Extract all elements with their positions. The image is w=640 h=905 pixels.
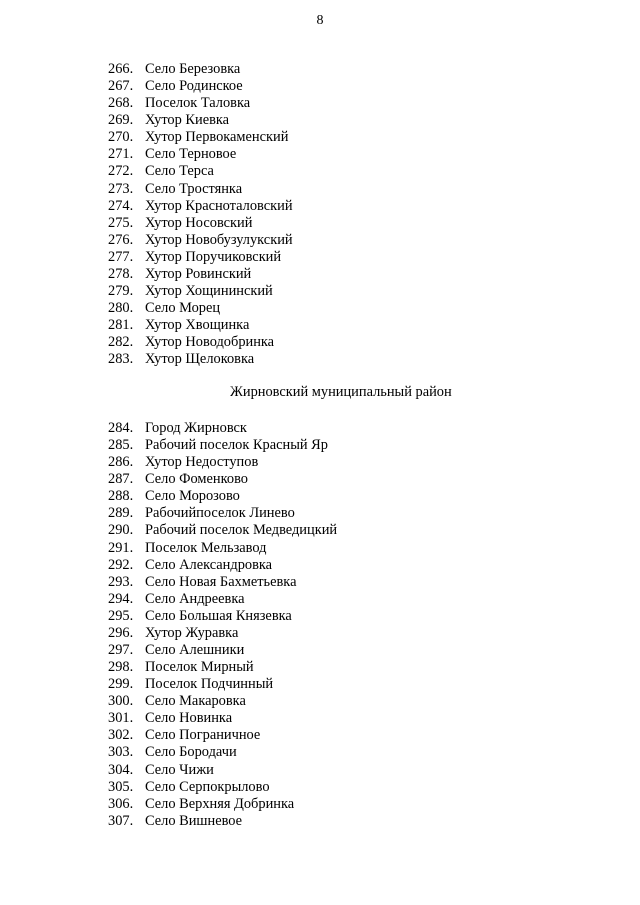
page-number: 8 [316,13,324,28]
item-number: 272. [108,163,134,180]
list-item [108,266,293,283]
list-item [108,420,337,437]
item-name: Село Пограничное [145,727,261,744]
item-name: Село Березовка [145,61,241,77]
item-name: Село Родинское [145,78,243,95]
item-number: 289. [108,505,134,522]
item-number: 268. [108,95,134,112]
list-item [108,215,293,232]
item-name: Хутор Красноталовский [145,197,293,214]
item-name: Село Морозово [145,488,240,505]
item-number: 297. [108,642,134,659]
item-number: 284. [108,420,134,436]
item-name: Хутор Хощининский [145,283,273,300]
item-name: Поселок Мельзавод [145,539,267,556]
item-number: 304. [108,761,134,778]
item-name: Хутор Журавка [145,624,239,641]
list-item [108,112,293,129]
item-name: Поселок Подчинный [145,676,274,693]
list-item [108,249,293,266]
item-number: 306. [108,795,134,812]
item-number: 282. [108,334,134,351]
list-item [108,61,293,78]
settlement-list-2 [108,420,337,830]
item-number: 280. [108,300,134,317]
item-number: 287. [108,471,134,488]
item-name: Село Александровка [145,556,273,573]
item-name: Хутор Носовский [145,214,253,231]
item-name: Село Чижи [145,761,214,778]
list-item [108,574,337,591]
item-number: 292. [108,556,134,573]
item-number: 273. [108,180,134,197]
list-item [108,693,337,710]
list-item [108,522,337,539]
list-item [108,779,337,796]
list-item [108,796,337,813]
item-number: 283. [108,351,134,368]
item-name: Село Андреевка [145,590,245,607]
item-name: Село Новинка [145,710,233,727]
list-item [108,557,337,574]
list-item [108,676,337,693]
item-name: Хутор Поручиковский [145,248,282,265]
item-number: 302. [108,727,134,744]
list-item [108,95,293,112]
list-item [108,437,337,454]
item-number: 286. [108,454,134,471]
item-number: 305. [108,778,134,795]
item-name: Село Верхняя Добринка [145,795,295,812]
item-number: 299. [108,676,134,693]
item-number: 277. [108,248,134,265]
item-number: 290. [108,522,134,539]
item-name: Рабочий поселок Красный Яр [145,437,328,454]
item-number: 275. [108,214,134,231]
item-number: 294. [108,590,134,607]
item-number: 293. [108,573,134,590]
item-number: 266. [108,61,134,77]
item-name: Село Бородачи [145,744,237,761]
item-name: Село Фоменково [145,471,248,488]
item-number: 274. [108,197,134,214]
item-name: Село Серпокрылово [145,778,270,795]
item-name: Рабочий поселок Медведицкий [145,522,338,539]
item-number: 271. [108,146,134,163]
list-item [108,146,293,163]
list-item [108,744,337,761]
item-name: Село Терса [145,163,214,180]
item-number: 276. [108,231,134,248]
item-number: 285. [108,437,134,454]
item-number: 279. [108,283,134,300]
item-name: Село Большая Князевка [145,607,292,624]
list-item [108,727,337,744]
item-name: Хутор Новодобринка [145,334,275,351]
list-item [108,283,293,300]
list-item [108,540,337,557]
item-number: 303. [108,744,134,761]
item-name: Город Жирновск [145,420,247,436]
item-name: Хутор Ровинский [145,265,252,282]
list-item [108,454,337,471]
item-name: Село Новая Бахметьевка [145,573,297,590]
item-number: 281. [108,317,134,334]
item-number: 288. [108,488,134,505]
item-name: Село Морец [145,300,221,317]
list-item [108,762,337,779]
item-number: 278. [108,265,134,282]
item-number: 296. [108,624,134,641]
item-number: 295. [108,607,134,624]
item-name: Хутор Недоступов [145,454,259,471]
item-name: Рабочийпоселок Линево [145,505,295,522]
list-item [108,505,337,522]
item-name: Поселок Мирный [145,659,254,676]
item-name: Село Алешники [145,642,245,659]
item-number: 267. [108,78,134,95]
item-number: 270. [108,129,134,146]
list-item [108,198,293,215]
list-item [108,78,293,95]
list-item [108,488,337,505]
list-item [108,351,293,368]
item-name: Село Вишневое [145,812,243,829]
settlement-list-1 [108,61,293,368]
list-item [108,471,337,488]
list-item [108,317,293,334]
list-item [108,642,337,659]
list-item [108,129,293,146]
item-number: 298. [108,659,134,676]
list-item [108,710,337,727]
list-item [108,181,293,198]
list-item [108,813,337,830]
list-item [108,232,293,249]
list-item [108,591,337,608]
item-number: 301. [108,710,134,727]
list-item [108,608,337,625]
item-name: Хутор Щелоковка [145,351,255,368]
item-number: 307. [108,812,134,829]
list-item [108,300,293,317]
list-item [108,334,293,351]
list-item [108,163,293,180]
item-name: Село Тростянка [145,180,243,197]
item-name: Хутор Хвощинка [145,317,250,334]
item-name: Хутор Новобузулукский [145,231,293,248]
list-item [108,625,337,642]
item-number: 291. [108,539,134,556]
item-number: 269. [108,112,134,129]
section-heading: Жирновский муниципальный район [230,384,452,400]
item-name: Село Макаровка [145,693,246,710]
item-number: 300. [108,693,134,710]
item-name: Хутор Первокаменский [145,129,289,146]
item-name: Поселок Таловка [145,95,251,112]
item-name: Село Терновое [145,146,237,163]
item-name: Хутор Киевка [145,112,230,129]
list-item [108,659,337,676]
